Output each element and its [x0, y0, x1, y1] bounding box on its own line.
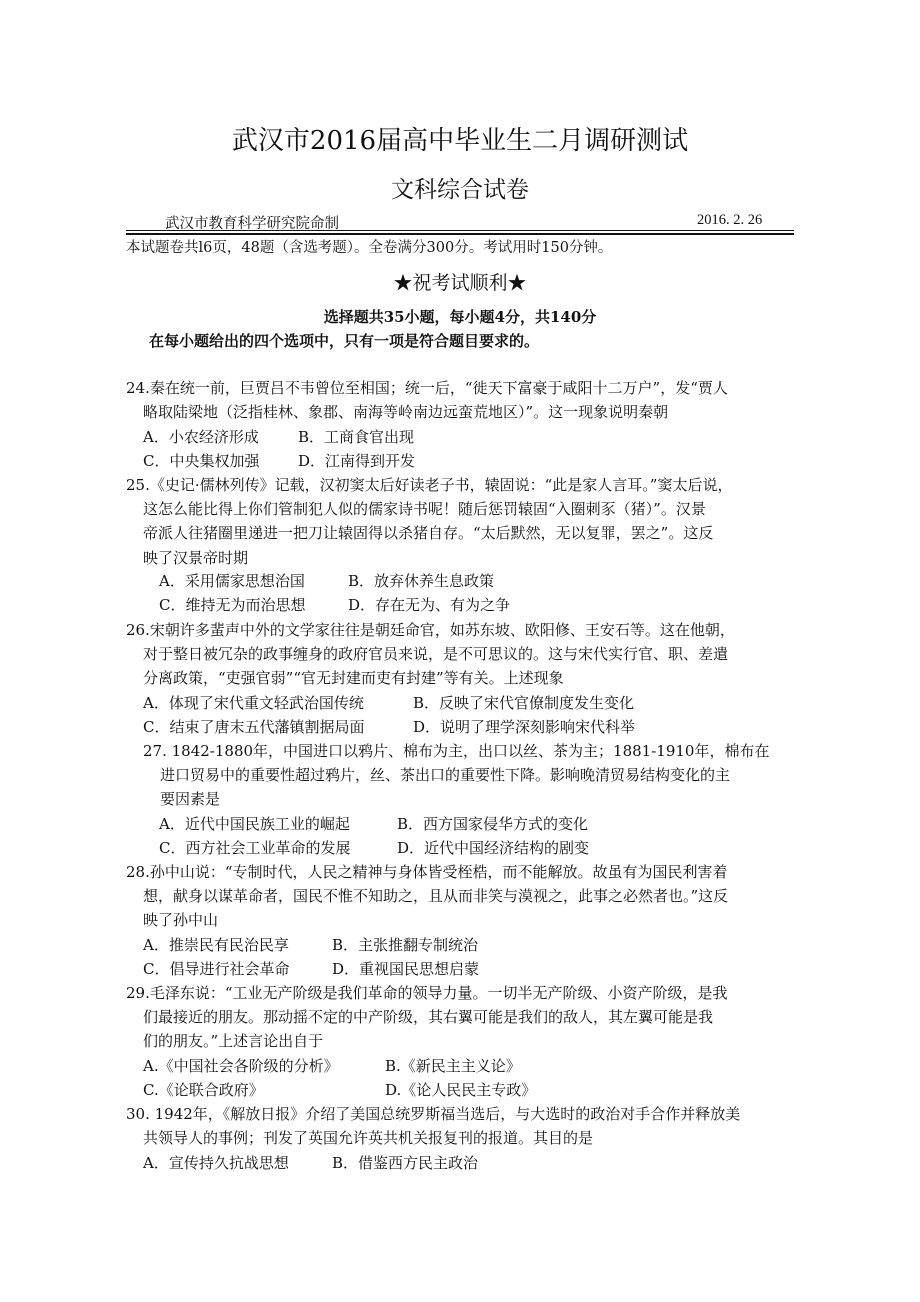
- exam-title: 武汉市2016届高中毕业生二月调研测试: [231, 126, 689, 156]
- question-28-option: B．主张推翻专制统治: [332, 936, 479, 954]
- question-29-stem-line: 们最接近的朋友。那动摇不定的中产阶级，其右翼可能是我们的敌人，其左翼可能是我: [143, 1008, 714, 1027]
- header-rule-thin: [126, 230, 794, 231]
- section-heading: 选择题共35小题，每小题4分，共140分: [323, 308, 597, 326]
- question-27-stem-line: 27. 1842-1880年，中国进口以鸦片、棉布为主，出口以丝、茶为主；1881-1910年，棉布在: [143, 742, 770, 760]
- question-29-stem-line: 们的朋友。”上述言论出自于: [143, 1032, 324, 1051]
- question-27-option: B．西方国家侵华方式的变化: [397, 815, 589, 833]
- header-rule-thick: [126, 233, 794, 235]
- exam-intro: 本试题卷共l6页，48题（含选考题）。全卷满分300分。考试用时150分钟。: [126, 240, 613, 256]
- question-25-option: B．放弃休养生息政策: [348, 572, 495, 590]
- question-26-stem-line: 对于整日被冗杂的政事缠身的政府官员来说，是不可思议的。这与宋代实行官、职、差遣: [143, 645, 729, 664]
- question-25-stem-line: 这怎么能比得上你们管制犯人似的儒家诗书呢！随后惩罚辕固“入圈刺豕（猪）”。汉景: [143, 500, 706, 519]
- question-24-option: B．工商食官出现: [298, 428, 415, 446]
- question-25-option: C．维持无为而治思想: [159, 596, 306, 615]
- question-29-option: D.《论人民民主专政》: [385, 1081, 537, 1100]
- question-24-option: A．小农经济形成: [143, 428, 259, 446]
- question-30-option: A．宣传持久抗战思想: [143, 1154, 289, 1172]
- question-28-option: A．推崇民有民治民享: [143, 936, 289, 954]
- question-26-stem-line: 26.宋朝许多蜚声中外的文学家往往是朝廷命官，如苏东坡、欧阳修、王安石等。这在他朝，: [126, 621, 735, 639]
- question-24-option: D．江南得到开发: [298, 452, 416, 471]
- publisher: 武汉市教育科学研究院命制: [165, 216, 339, 232]
- exam-subtitle: 文科综合试卷: [391, 177, 529, 203]
- question-26-stem-line: 分离政策，“吏强官弱”“官无封建而吏有封建”等有关。上述现象: [143, 669, 564, 688]
- question-28-option: D．重视国民思想启蒙: [332, 960, 480, 979]
- question-24-option: C．中央集权加强: [143, 452, 260, 471]
- question-25-stem-line: 映了汉景帝时期: [143, 548, 249, 567]
- question-26-option: B．反映了宋代官僚制度发生变化: [413, 694, 635, 712]
- question-30-stem-line: 30. 1942年，《解放日报》介绍了美国总统罗斯福当选后，与大选时的政治对手合作并释放美: [126, 1105, 741, 1123]
- question-24-stem-line: 24.秦在统一前，巨贾吕不韦曾位至相国；统一后，“徙天下富豪于咸阳十二万户”，发“贾人: [126, 379, 728, 397]
- question-28-option: C．倡导进行社会革命: [143, 960, 290, 979]
- question-29-option: B.《新民主主义论》: [385, 1057, 521, 1075]
- exam-date: 2016. 2. 26: [697, 212, 763, 228]
- question-25-stem-line: 25.《史记·儒林列传》记载，汉初窦太后好读老子书，辕固说：“此是家人言耳。”窦太后说，: [126, 476, 733, 494]
- question-28-stem-line: 映了孙中山: [143, 911, 219, 930]
- question-27-stem-line: 进口贸易中的重要性超过鸦片，丝、茶出口的重要性下降。影响晚清贸易结构变化的主: [160, 766, 731, 785]
- question-25-stem-line: 帝派人往猪圈里递进一把刀让辕固得以杀猪自存。“太后默然，无以复罪，罢之”。这反: [143, 524, 714, 543]
- question-27-option: C．西方社会工业革命的发展: [159, 839, 351, 858]
- question-27-stem-line: 要因素是: [160, 790, 221, 809]
- question-27-option: D．近代中国经济结构的剧变: [397, 839, 590, 858]
- question-24-stem-line: 略取陆梁地（泛指桂林、象郡、南海等岭南边远蛮荒地区）”。这一现象说明秦朝: [143, 403, 669, 422]
- question-28-stem-line: 想，献身以谋革命者，国民不惟不知助之，且从而非笑与漠视之，此事之必然者也。”这反: [143, 887, 729, 906]
- question-30-option: B．借鉴西方民主政治: [332, 1154, 479, 1172]
- question-29-option: C.《论联合政府》: [143, 1081, 264, 1100]
- question-26-option: A．体现了宋代重文轻武治国传统: [143, 694, 364, 712]
- question-25-option: D．存在无为、有为之争: [348, 596, 511, 615]
- good-luck-banner: ★祝考试顺利★: [393, 272, 527, 294]
- question-25-option: A．采用儒家思想治国: [159, 572, 305, 590]
- question-27-option: A．近代中国民族工业的崛起: [159, 815, 350, 833]
- question-28-stem-line: 28.孙中山说：“专制时代，人民之精神与身体皆受桎梏，而不能解放。故虽有为国民利害着: [126, 863, 728, 881]
- question-29-option: A.《中国社会各阶级的分析》: [143, 1057, 339, 1075]
- question-30-stem-line: 共领导人的事例；刊发了英国允许英共机关报复刊的报道。其目的是: [143, 1129, 594, 1148]
- section-instruction: 在每小题给出的四个选项中，只有一项是符合题目要求的。: [149, 332, 540, 350]
- question-26-option: D．说明了理学深刻影响宋代科举: [413, 718, 636, 737]
- question-26-option: C．结束了唐末五代藩镇割据局面: [143, 718, 365, 737]
- question-29-stem-line: 29.毛泽东说：“工业无产阶级是我们革命的领导力量。一切半无产阶级、小资产阶级，是我: [126, 984, 728, 1002]
